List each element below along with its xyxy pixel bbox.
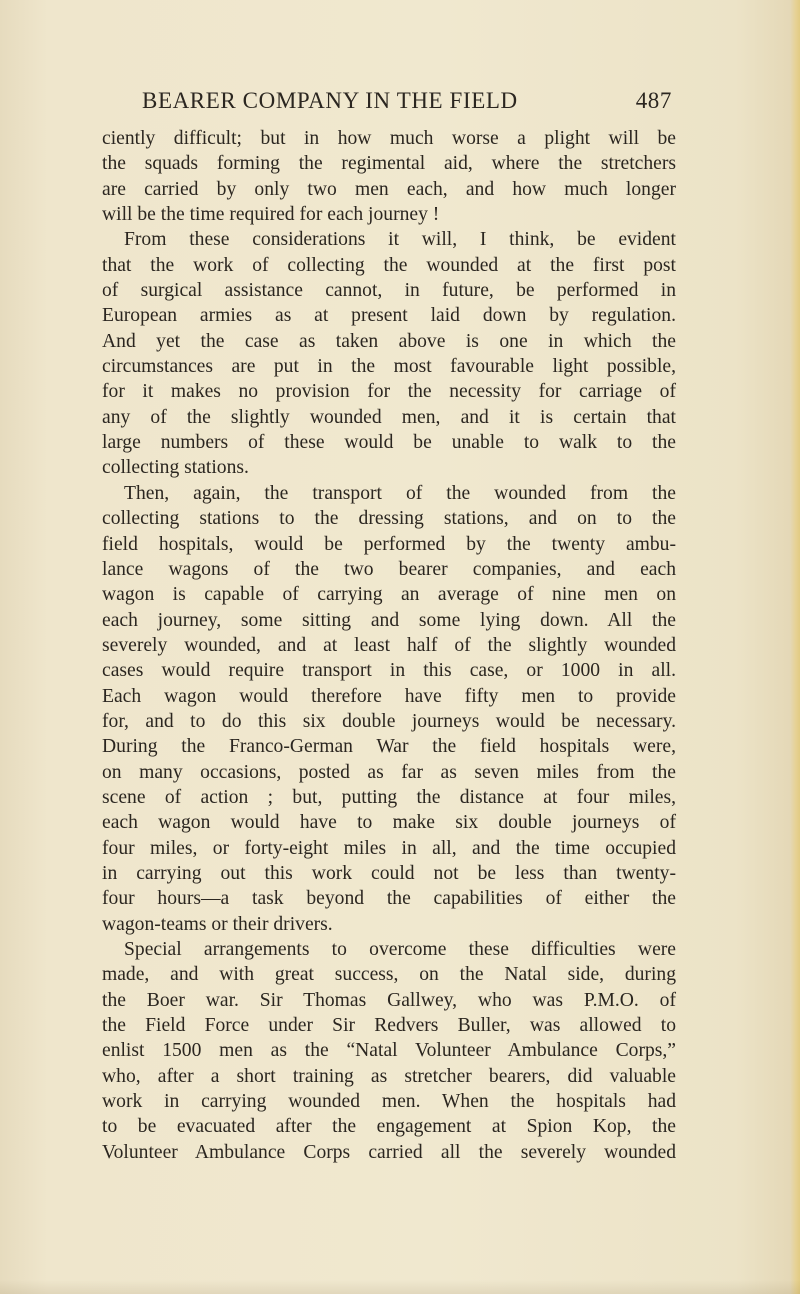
text-line: wagon is capable of carrying an average of nine men on — [102, 584, 676, 606]
text-line: field hospitals, would be performed by the twenty ambu- — [102, 533, 676, 555]
text-line: Special arrangements to overcome these difficulties were — [124, 939, 676, 960]
text-line: cases would require transport in this case, or 1000 in all. — [102, 660, 676, 682]
text-line: made, and with great success, on the Natal side, during — [102, 964, 676, 986]
text-line: each journey, some sitting and some lying down. All the — [102, 609, 676, 631]
text-line: Then, again, the transport of the wounded from the — [124, 482, 676, 504]
text-line: lance wagons of the two bearer companies, and each — [102, 558, 676, 580]
page-edge-shading — [790, 0, 800, 1294]
text-line: European armies as at present laid down by regulation. — [102, 305, 676, 327]
text-line: the Boer war. Sir Thomas Gallwey, who was P.M.O. of — [102, 989, 676, 1011]
text-line: ciently difficult; but in how much worse a plight will be — [102, 128, 676, 149]
text-line: collecting stations. — [102, 457, 249, 479]
text-line: for, and to do this six double journeys would be necessary. — [102, 710, 676, 732]
text-line: the Field Force under Sir Redvers Buller, was allowed to — [102, 1015, 676, 1037]
text-line: wagon-teams or their drivers. — [102, 913, 333, 935]
text-line: for it makes no provision for the necessity for carriage of — [102, 381, 676, 403]
text-line: During the Franco-German War the field hospitals were, — [102, 736, 676, 758]
text-line: collecting stations to the dressing stations, and on to the — [102, 508, 676, 530]
text-line: who, after a short training as stretcher bearers, did valuable — [102, 1065, 676, 1087]
text-line: large numbers of these would be unable to walk to the — [102, 432, 676, 454]
text-line: the squads forming the regimental aid, where the stretchers — [102, 153, 676, 175]
text-line: Each wagon would therefore have fifty men to provide — [102, 685, 676, 707]
text-line: will be the time required for each journey ! — [102, 204, 440, 226]
text-line: four miles, or forty-eight miles in all, and the time occupied — [102, 837, 676, 859]
text-line: work in carrying wounded men. When the hospitals had — [102, 1091, 676, 1113]
text-line: circumstances are put in the most favourable light possible, — [102, 356, 676, 378]
text-line: are carried by only two men each, and how much longer — [102, 178, 676, 200]
text-line: And yet the case as taken above is one in which the — [102, 330, 676, 352]
body-text — [102, 126, 676, 1165]
page-number: 487 — [635, 88, 672, 113]
text-line: that the work of collecting the wounded at the first post — [102, 254, 676, 276]
text-line: enlist 1500 men as the “Natal Volunteer Ambulance Corps,” — [102, 1040, 676, 1062]
text-line: four hours—a task beyond the capabilities of either the — [102, 888, 676, 910]
text-line: each wagon would have to make six double journeys of — [102, 812, 676, 834]
text-line: to be evacuated after the engagement at Spion Kop, the — [102, 1116, 676, 1138]
text-line: of surgical assistance cannot, in future, be performed in — [102, 280, 676, 302]
text-line: any of the slightly wounded men, and it is certain that — [102, 406, 676, 428]
text-line: severely wounded, and at least half of the slightly wounded — [102, 634, 676, 656]
running-head: BEARER COMPANY IN THE FIELD — [142, 88, 518, 113]
page-header — [140, 88, 672, 118]
text-line: Volunteer Ambulance Corps carried all the severely wounded — [102, 1141, 676, 1163]
page-bottom-shading — [0, 1280, 800, 1294]
text-line: scene of action ; but, putting the distance at four miles, — [102, 786, 676, 808]
text-line: in carrying out this work could not be less than twenty- — [102, 862, 676, 884]
text-line: From these considerations it will, I think, be evident — [124, 229, 676, 251]
text-line: on many occasions, posted as far as seven miles from the — [102, 761, 676, 783]
